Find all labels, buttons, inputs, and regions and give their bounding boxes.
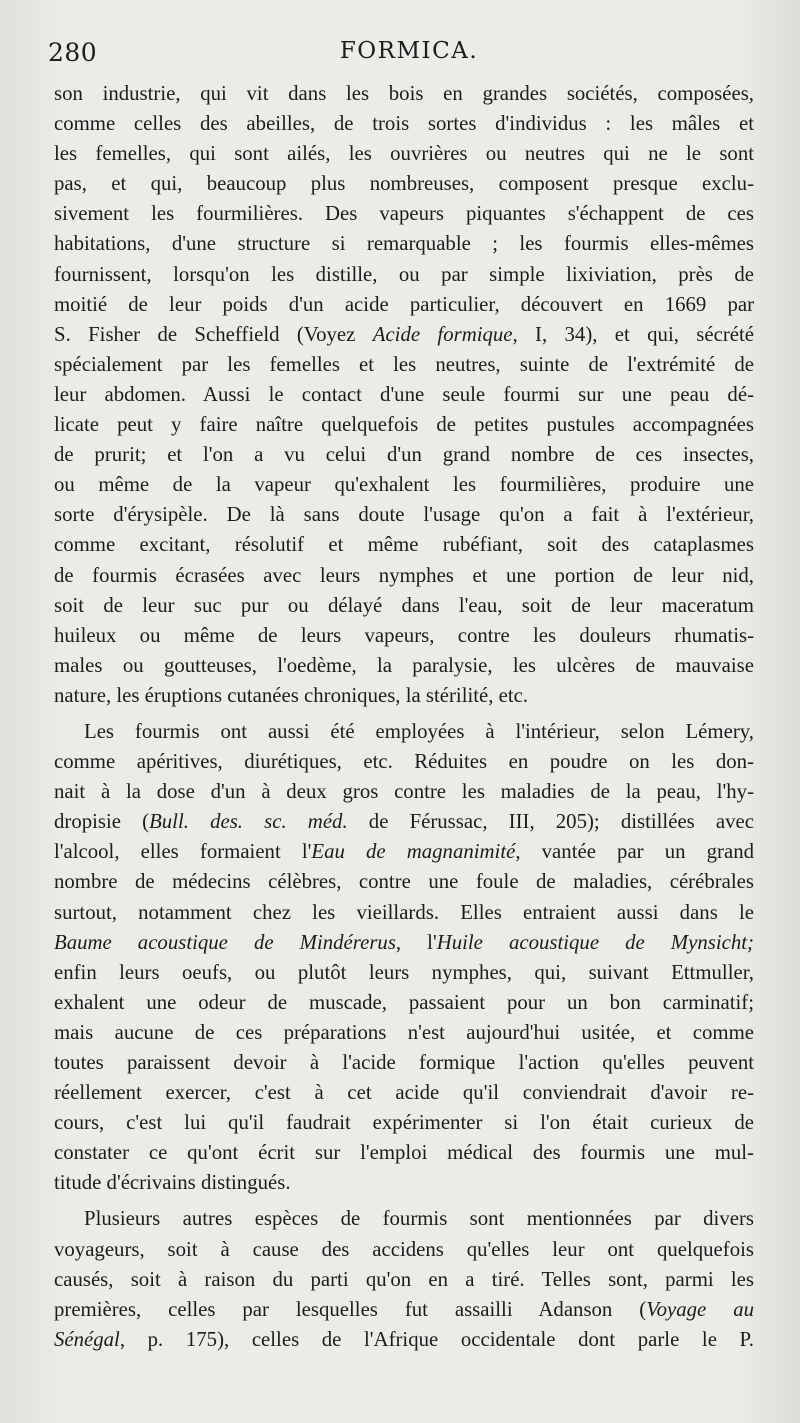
text-segment: enfin leurs oeufs, ou plutôt leurs nymphes, qui, suivant Ettmuller, <box>54 960 754 984</box>
text-segment: constater ce qu'ont écrit sur l'emploi médical des fourmis une mul- <box>54 1141 754 1165</box>
text-segment: soit de leur suc pur ou délayé dans l'eau, soit de leur maceratum <box>54 593 754 617</box>
text-line <box>54 867 754 897</box>
text-segment: comme celles des abeilles, de trois sortes d'individus : les mâles et <box>54 112 754 136</box>
text-line <box>54 1138 754 1168</box>
text-segment: nait à la dose d'un à deux gros contre les maladies de la peau, l'hy- <box>54 780 754 804</box>
text-line <box>54 1265 754 1295</box>
text-line <box>54 777 754 807</box>
text-line <box>54 470 754 500</box>
text-line <box>54 260 754 290</box>
text-line <box>54 681 754 711</box>
text-line <box>54 621 754 651</box>
text-segment: moitié de leur poids d'un acide particulier, découvert en 1669 par <box>54 292 754 316</box>
text-line <box>54 717 754 747</box>
text-segment: voyageurs, soit à cause des accidens qu'elles leur ont quelquefois <box>54 1237 754 1261</box>
text-segment: exhalent une odeur de muscade, passaient pour un bon carminatif; <box>54 990 754 1014</box>
page-number: 280 <box>48 38 98 67</box>
text-segment: dropisie ( <box>54 810 150 834</box>
text-line <box>54 1048 754 1078</box>
text-segment: comme apéritives, diurétiques, etc. Réduites en poudre on les don- <box>54 750 754 774</box>
page-header <box>48 38 770 74</box>
italic-text: Eau de magnanimité <box>311 840 516 864</box>
text-line <box>54 290 754 320</box>
text-segment: Les fourmis ont aussi été employées à l'intérieur, selon Lémery, <box>84 719 754 743</box>
text-line <box>54 1078 754 1108</box>
text-segment: comme excitant, résolutif et même rubéfiant, soit des cataplasmes <box>54 533 754 557</box>
text-line <box>54 747 754 777</box>
text-line <box>54 1018 754 1048</box>
text-segment: réellement exercer, c'est à cet acide qu'il conviendrait d'avoir re- <box>54 1081 754 1105</box>
text-segment: , vantée par un grand <box>515 840 754 864</box>
text-segment: spécialement par les femelles et les neutres, suinte de l'extrémité de <box>54 352 754 376</box>
text-segment: mais aucune de ces préparations n'est aujourd'hui usitée, et comme <box>54 1020 754 1044</box>
text-line <box>54 109 754 139</box>
text-segment: , I, 34), et qui, sécrété <box>512 322 754 346</box>
text-segment: les femelles, qui sont ailés, les ouvrières ou neutres qui ne le sont <box>54 142 754 166</box>
text-segment: pas, et qui, beaucoup plus nombreuses, composent presque exclu- <box>54 172 754 196</box>
text-segment: ou même de la vapeur qu'exhalent les fourmilières, produire une <box>54 473 754 497</box>
text-line <box>54 807 754 837</box>
text-segment: premières, celles par lesquelles fut assailli Adanson ( <box>54 1297 647 1321</box>
text-segment: de prurit; et l'on a vu celui d'un grand nombre de ces insectes, <box>54 443 754 467</box>
text-line <box>54 380 754 410</box>
paragraph <box>54 717 754 1199</box>
text-segment: toutes paraissent devoir à l'acide formique l'action qu'elles peuvent <box>54 1051 754 1074</box>
text-segment: son industrie, qui vit dans les bois en grandes sociétés, composées, <box>54 82 754 105</box>
text-segment: , l' <box>395 930 437 954</box>
text-segment: males ou goutteuses, l'oedème, la paralysie, les ulcères de mauvaise <box>54 653 754 677</box>
paragraph <box>54 79 754 711</box>
italic-text: Acide formique <box>372 322 513 346</box>
text-line <box>54 988 754 1018</box>
italic-text: Sénégal <box>54 1327 120 1351</box>
text-segment: habitations, d'une structure si remarquable ; les fourmis elles-mêmes <box>54 232 754 256</box>
text-line <box>54 500 754 530</box>
italic-text: Baume acoustique de Mindérerus <box>54 930 396 954</box>
text-line <box>54 350 754 380</box>
text-line <box>54 1108 754 1138</box>
text-line <box>54 1325 754 1355</box>
text-line <box>54 958 754 988</box>
text-segment: Plusieurs autres espèces de fourmis sont mentionnées par divers <box>84 1207 754 1231</box>
text-line <box>54 79 754 109</box>
text-segment: de fourmis écrasées avec leurs nymphes et une portion de leur nid, <box>54 563 754 587</box>
text-segment: de Férussac, III, 205); distillées avec <box>347 810 754 834</box>
text-line <box>54 169 754 199</box>
text-line <box>54 561 754 591</box>
text-segment: sorte d'érysipèle. De là sans doute l'usage qu'on a fait à l'extérieur, <box>54 503 754 527</box>
text-segment: titude d'écrivains distingués. <box>54 1171 291 1195</box>
text-segment: leur abdomen. Aussi le contact d'une seule fourmi sur une peau dé- <box>54 382 754 406</box>
text-segment: S. Fisher de Scheffield (Voyez <box>54 322 373 346</box>
italic-text: Voyage au <box>646 1297 754 1321</box>
text-line <box>54 320 754 350</box>
italic-text: Huile acoustique de Mynsicht; <box>436 930 754 954</box>
text-line <box>54 928 754 958</box>
text-segment: nature, les éruptions cutanées chroniques, la stérilité, etc. <box>54 683 529 707</box>
text-segment: l'alcool, elles formaient l' <box>54 840 312 864</box>
text-line <box>54 410 754 440</box>
body-text <box>54 79 754 1355</box>
paragraph <box>54 1204 754 1354</box>
text-line <box>54 530 754 560</box>
text-line <box>54 651 754 681</box>
text-segment: surtout, notamment chez les vieillards. Elles entraient aussi dans le <box>54 900 754 924</box>
text-line <box>54 1295 754 1325</box>
text-segment: licate peut y faire naître quelquefois de petites pustules accompagnées <box>54 413 754 437</box>
italic-text: Bull. des. sc. méd. <box>149 810 348 834</box>
text-segment: nombre de médecins célèbres, contre une foule de maladies, cérébrales <box>54 870 754 894</box>
text-line <box>54 440 754 470</box>
text-segment: , p. 175), celles de l'Afrique occidentale dont parle le P. <box>119 1327 754 1351</box>
text-line <box>54 229 754 259</box>
text-line <box>54 1204 754 1234</box>
text-line <box>54 1235 754 1265</box>
text-line <box>54 591 754 621</box>
text-line <box>54 199 754 229</box>
text-segment: causés, soit à raison du parti qu'on en a tiré. Telles sont, parmi les <box>54 1267 754 1291</box>
text-line <box>54 139 754 169</box>
text-line <box>54 1168 754 1198</box>
text-segment: sivement les fourmilières. Des vapeurs piquantes s'échappent de ces <box>54 202 754 226</box>
text-line <box>54 898 754 928</box>
text-segment: fournissent, lorsqu'on les distille, ou par simple lixiviation, près de <box>54 262 754 286</box>
text-segment: cours, c'est lui qu'il faudrait expérimenter si l'on était curieux de <box>54 1111 754 1135</box>
text-line <box>54 837 754 867</box>
text-segment: huileux ou même de leurs vapeurs, contre les douleurs rhumatis- <box>54 623 754 647</box>
running-title: FORMICA. <box>339 38 479 64</box>
